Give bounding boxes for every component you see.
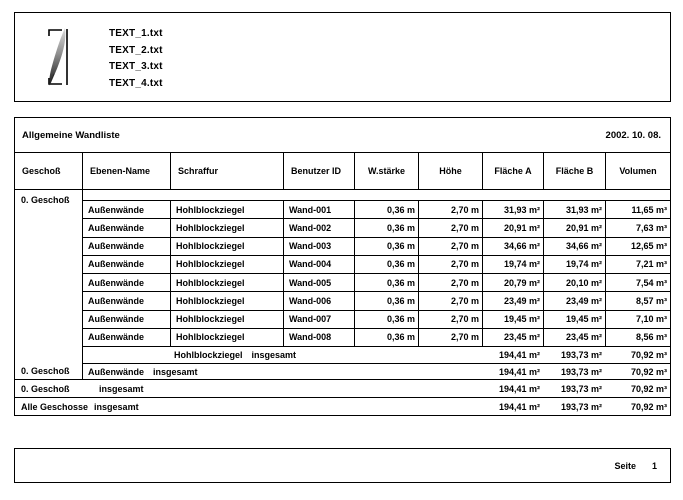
page-number: 1 [651, 460, 657, 471]
summary-label: 0. Geschoß [21, 383, 70, 394]
cell-hoehe: 2,70 m [419, 274, 483, 291]
cell-hoehe: 2,70 m [419, 219, 483, 236]
cell-schraffur: Hohlblockziegel [171, 256, 284, 273]
cell-volumen: 11,65 m³ [631, 204, 667, 215]
summary-label: insgesamt [251, 350, 297, 360]
cell-benutzer-id: Wand-007 [284, 311, 355, 328]
table-row [83, 292, 670, 310]
group-spacer-row [83, 190, 670, 201]
cell-flaeche-b: 19,74 m² [544, 256, 606, 273]
cell-ebenen-name: Außenwände [83, 219, 171, 236]
cell-benutzer-id: Wand-002 [284, 219, 355, 236]
cell-flaeche-b: 23,45 m² [544, 329, 606, 346]
cell-benutzer-id: Wand-008 [284, 329, 355, 346]
column-header-wstaerke: W.stärke [355, 153, 419, 189]
cell-schraffur: Hohlblockziegel [171, 201, 284, 218]
column-header-ebenen: Ebenen-Name [83, 153, 171, 189]
cell-flaeche-a: 23,49 m² [483, 292, 544, 309]
report-table [14, 117, 671, 416]
cell-wstaerke: 0,36 m [355, 219, 419, 236]
cell-flaeche-b: 20,91 m² [544, 219, 606, 236]
cell-flaeche-a: 31,93 m² [483, 201, 544, 218]
total-volumen: 70,92 m³ [630, 350, 667, 360]
group-label: 0. Geschoß [21, 366, 70, 376]
table-header-row [15, 153, 670, 190]
cell-ebenen-name: Außenwände [83, 238, 171, 255]
report-title: Allgemeine Wandliste [22, 129, 120, 141]
geschoss-column [15, 190, 83, 379]
total-flaeche-a: 194,41 m² [498, 350, 540, 360]
cell-wstaerke: 0,36 m [355, 256, 419, 273]
total-flaeche-a: 194,41 m² [498, 383, 540, 394]
cell-schraffur: Hohlblockziegel [171, 329, 284, 346]
summary-label: Hohlblockziegel [174, 350, 243, 360]
total-flaeche-b: 193,73 m² [560, 383, 602, 394]
file-item: TEXT_2.txt [109, 44, 163, 56]
total-flaeche-b: 193,73 m² [560, 401, 602, 412]
page-label: Seite [614, 460, 636, 471]
attachment-panel [14, 12, 671, 102]
cell-flaeche-b: 34,66 m² [544, 238, 606, 255]
cell-ebenen-name: Außenwände [83, 311, 171, 328]
cell-wstaerke: 0,36 m [355, 292, 419, 309]
table-rows-region [83, 190, 670, 379]
file-item: TEXT_4.txt [109, 77, 163, 89]
cell-flaeche-a: 20,91 m² [483, 219, 544, 236]
cell-ebenen-name: Außenwände [83, 201, 171, 218]
total-volumen: 70,92 m³ [630, 366, 667, 377]
cell-wstaerke: 0,36 m [355, 311, 419, 328]
cell-hoehe: 2,70 m [419, 201, 483, 218]
cell-benutzer-id: Wand-004 [284, 256, 355, 273]
total-flaeche-b: 193,73 m² [560, 350, 602, 360]
summary-row-schraffur [83, 347, 670, 364]
cell-wstaerke: 0,36 m [355, 238, 419, 255]
page-footer [14, 448, 671, 483]
cell-hoehe: 2,70 m [419, 311, 483, 328]
report-date: 2002. 10. 08. [605, 129, 661, 141]
table-row [83, 329, 670, 347]
cell-wstaerke: 0,36 m [355, 201, 419, 218]
cell-hoehe: 2,70 m [419, 238, 483, 255]
attached-file-list [109, 26, 163, 92]
cell-wstaerke: 0,36 m [355, 329, 419, 346]
cell-flaeche-a: 34,66 m² [483, 238, 544, 255]
cell-flaeche-a: 19,74 m² [483, 256, 544, 273]
cell-hoehe: 2,70 m [419, 292, 483, 309]
cell-flaeche-b: 20,10 m² [544, 274, 606, 291]
cell-flaeche-b: 31,93 m² [544, 201, 606, 218]
table-body [15, 190, 670, 380]
column-header-flaeche-a: Fläche A [483, 153, 544, 189]
file-item: TEXT_3.txt [109, 61, 163, 72]
cell-flaeche-a: 23,45 m² [483, 329, 544, 346]
summary-label: Außenwände [88, 366, 145, 377]
summary-label: insgesamt [94, 401, 139, 412]
summary-label: Alle Geschosse [21, 401, 89, 412]
cell-schraffur: Hohlblockziegel [171, 311, 284, 328]
cell-schraffur: Hohlblockziegel [171, 238, 284, 255]
cell-volumen: 8,56 m³ [635, 332, 667, 343]
cell-ebenen-name: Außenwände [83, 329, 171, 346]
cell-ebenen-name: Außenwände [83, 274, 171, 291]
cell-benutzer-id: Wand-005 [284, 274, 355, 291]
report-title-row [15, 118, 670, 153]
summary-row-geschoss [15, 380, 670, 398]
column-header-benutzer: Benutzer ID [284, 153, 355, 189]
cell-flaeche-a: 20,79 m² [483, 274, 544, 291]
column-header-flaeche-b: Fläche B [544, 153, 606, 189]
summary-row-grand-total [15, 398, 670, 415]
cell-schraffur: Hohlblockziegel [171, 274, 284, 291]
cell-wstaerke: 0,36 m [355, 274, 419, 291]
file-item: TEXT_1.txt [109, 28, 163, 39]
cell-hoehe: 2,70 m [419, 329, 483, 346]
column-header-hoehe: Höhe [419, 153, 483, 189]
cell-ebenen-name: Außenwände [83, 292, 171, 309]
summary-label: insgesamt [99, 383, 144, 394]
cell-volumen: 7,63 m³ [635, 222, 667, 233]
total-volumen: 70,92 m³ [630, 383, 667, 394]
feather-icon [45, 24, 71, 90]
cell-volumen: 7,54 m³ [635, 277, 667, 288]
cell-flaeche-b: 23,49 m² [544, 292, 606, 309]
column-header-geschoss: Geschoß [15, 153, 83, 189]
summary-label: insgesamt [153, 366, 198, 377]
table-row [83, 201, 670, 219]
cell-benutzer-id: Wand-003 [284, 238, 355, 255]
total-volumen: 70,92 m³ [630, 401, 667, 412]
table-row [83, 219, 670, 237]
total-flaeche-b: 193,73 m² [560, 366, 602, 377]
cell-benutzer-id: Wand-001 [284, 201, 355, 218]
cell-volumen: 12,65 m³ [630, 241, 667, 252]
table-row [83, 256, 670, 274]
table-row [83, 238, 670, 256]
cell-hoehe: 2,70 m [419, 256, 483, 273]
cell-volumen: 8,57 m³ [635, 295, 667, 306]
group-label: 0. Geschoß [21, 195, 70, 205]
total-flaeche-a: 194,41 m² [498, 366, 540, 377]
cell-schraffur: Hohlblockziegel [171, 292, 284, 309]
cell-volumen: 7,21 m³ [635, 259, 667, 270]
cell-benutzer-id: Wand-006 [284, 292, 355, 309]
cell-ebenen-name: Außenwände [83, 256, 171, 273]
cell-schraffur: Hohlblockziegel [171, 219, 284, 236]
column-header-schraffur: Schraffur [171, 153, 284, 189]
summary-row-ebene [83, 364, 670, 379]
table-row [83, 274, 670, 292]
table-row [83, 311, 670, 329]
cell-volumen: 7,10 m³ [635, 314, 667, 325]
column-header-volumen: Volumen [619, 166, 657, 176]
cell-flaeche-b: 19,45 m² [544, 311, 606, 328]
cell-flaeche-a: 19,45 m² [483, 311, 544, 328]
total-flaeche-a: 194,41 m² [498, 401, 540, 412]
